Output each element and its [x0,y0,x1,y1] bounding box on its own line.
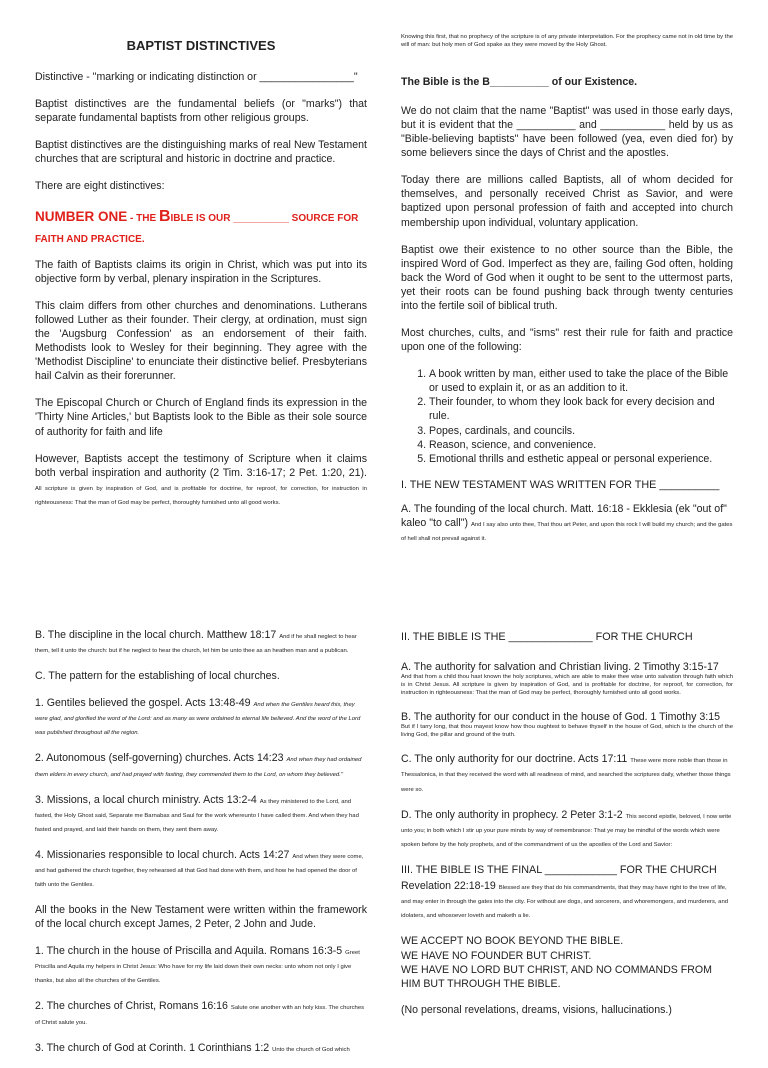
corinth-text: 3. The church of God at Corinth. 1 Corinthians 1:2 [35,1041,273,1054]
doctrine-scripture: These were more noble than those in Thessalonica, in that they received the word with all readiness of mind, and searched the scriptures daily, whether those things were so. [401,758,731,793]
right-column-bottom [401,630,733,1030]
paragraph-pattern: C. The pattern for the establishing of local churches. [35,670,280,683]
paragraph-millions-baptists: Today there are millions called Baptists, all of whom decided for themselves, and personally received Christ as Savior, and were baptized upon personal profession of faith and accepted into church membership upon individual, voluntary application. [401,174,733,229]
prophecy-text: D. The only authority in prophecy. 2 Peter 3:1-2 [401,808,626,821]
paragraph-revelation [401,879,733,921]
declarations-block [401,934,733,990]
existence-heading: The Bible is the B__________ of our Existence. [401,75,638,88]
scripture-intro: Knowing this first, that no prophecy of the scripture is of any private interpretation. For the prophecy came not in old time by the will of man: but holy men of God spake as they were moved by the Holy Ghost. [401,34,733,48]
discipline-scripture: And if he shall neglect to hear them, tell it unto the church: but if he neglect to hear the church, let him be unto thee as an heathen man and a publican. [35,634,357,655]
list-item: 2. Their founder, to whom they look back for every decision and rule. [429,395,733,423]
prophecy-scripture: This second epistle, beloved, I now write unto you; in both which I stir up your pure minds by way of remembrance: That ye may be mindful of the words which were spoken before by the holy prophets, and of the commandment of us the apostles of the Lord and Savior: [401,813,732,848]
gentiles-text: 1. Gentiles believed the gospel. Acts 13:48-49 [35,697,254,710]
churches-scripture: Salute one another with an holy kiss. The churches of Christ salute you. [35,1005,365,1026]
paragraph-testimony [35,452,367,508]
number-one-heading [35,206,367,247]
heading-the: - THE [127,213,159,225]
left-column-bottom [35,628,367,1068]
list-item: 4. Reason, science, and convenience. [429,438,733,452]
paragraph-corinth [35,1041,367,1055]
authority-salvation-scripture: And that from a child thou hast known the holy scriptures, which are able to make thee wise unto salvation through faith which is in Christ Jesus. All scripture is given by inspiration of God, and is profitable for doctrine, for reproof, for correction, for instruction in righteousness: That the man of God may be perfect, thoroughly furnished unto all good works. [401,674,733,697]
priscilla-text: 1. The church in the house of Priscilla and Aquila. Romans 16:3-5 [35,945,346,958]
authority-conduct-scripture: But if I tarry long, that thou mayest know how thou oughtest to behave thyself in the house of God, which is the church of the living God, the pillar and ground of the truth. [401,724,733,739]
testimony-text: However, Baptists accept the testimony of Scripture when it claims both verbal inspiration and authority (2 Tim. 3:16-17; 2 Pet. 1:20, 21). [35,452,367,479]
paragraph-eight-distinctives: There are eight distinctives: [35,180,165,193]
number-one-label: NUMBER ONE [35,209,128,225]
paragraph-all-books: All the books in the New Testament were written within the framework of the local church except James, 2 Peter, 2 John and Jude. [35,904,367,931]
declaration-no-lord: WE HAVE NO LORD BUT CHRIST, AND NO COMMANDS FROM HIM BUT THROUGH THE BIBLE. [401,963,712,990]
declaration-no-book: WE ACCEPT NO BOOK BEYOND THE BIBLE. [401,935,624,948]
authority-salvation-title: A. The authority for salvation and Christian living. 2 Timothy 3:15-17 [401,661,719,674]
left-column-top [35,36,367,521]
paragraph-claim-differs: This claim differs from other churches and denominations. Lutherans followed Luther as their founder. Their clergy, at ordination, must sign the 'Augsburg Confession' as an endorsement of their faith. Methodists look to Wesley for their beginning. They agree with the 'Methodist Discipline' to enunciate their distinctive belief. Presbyterians hail Calvin as their forerunner. [35,299,367,383]
list-item: 1. A book written by man, either used to take the place of the Bible or used to explain it, or as an addition to it. [429,367,733,395]
autonomous-scripture: And when they had ordained them elders in every church, and had prayed with fasting, they commended them to the Lord, on whom they believed." [35,757,362,778]
heading-rest: IBLE IS OUR __________ SOURCE FOR FAITH AND PRACTICE. [35,213,359,245]
missions-text: 3. Missions, a local church ministry. Acts 13:2-4 [35,793,260,806]
revelation-text: Revelation 22:18-19 [401,880,499,893]
autonomous-text: 2. Autonomous (self-governing) churches. Acts 14:23 [35,752,287,765]
churches-text: 2. The churches of Christ, Romans 16:16 [35,1000,231,1013]
missionaries-scripture: And when they were come, and had gathered the church together, they rehearsed all that God had done with them, and how he had opened the door of faith unto the Gentiles. [35,853,364,889]
paragraph-missionaries [35,848,367,890]
section-two-heading: II. THE BIBLE IS THE ______________ FOR THE CHURCH [401,631,693,643]
paragraph-autonomous [35,751,367,779]
paragraph-doctrine [401,752,733,794]
testimony-scripture: All scripture is given by inspiration of God, and is profitable for doctrine, for reproof, for correction, for instruction in righteousness: That the man of God may be perfect, thoroughly furnished unto all good works. [35,485,367,506]
authority-conduct-title: B. The authority for our conduct in the house of God. 1 Timothy 3:15 [401,711,720,724]
declaration-no-founder: WE HAVE NO FOUNDER BUT CHRIST. [401,949,592,962]
paragraph-distinguishing-marks: Baptist distinctives are the distinguishing marks of real New Testament churches that are scriptural and historic in doctrine and practice. [35,139,367,166]
section-three-heading: III. THE BIBLE IS THE FINAL ____________ FOR THE CHURCH [401,863,717,876]
paragraph-no-revelations: (No personal revelations, dreams, visions, hallucinations.) [401,1003,672,1016]
paragraph-owe-existence: Baptist owe their existence to no other source than the Bible, the inspired Word of God. Imperfect as they are, failing God often, holding back the Word of God when it ought to be sent to the uttermost parts, yet their roots can be found pushing back through twenty centuries into the fertile soil of biblical truth. [401,243,733,312]
paragraph-rule-for-faith: Most churches, cults, and "isms" rest their rule for faith and practice upon one of the following: [401,327,733,354]
revelation-scripture: Blessed are they that do his commandments, that they may have right to the tree of life, and may enter in through the gates into the city. For without are dogs, and sorcerers, and whoremongers, and murderers, and idolaters, and whosoever loveth and maketh a lie. [401,885,728,920]
section-one-heading: I. THE NEW TESTAMENT WAS WRITTEN FOR THE __________ [401,478,720,491]
rule-sources-list [401,367,733,466]
heading-initial-b: B [158,208,171,226]
paragraph-distinctive-definition: Distinctive - "marking or indicating distinction or ________________" [35,71,358,83]
founding-scripture: And I say also unto thee, That thou art Peter, and upon this rock I will build my church; and the gates of hell shall not prevail against it. [401,522,733,543]
missions-scripture: As they ministered to the Lord, and fasted, the Holy Ghost said, Separate me Barnabas and Saul for the work whereunto I have called them. And when they had fasted and prayed, and laid their hands on them, they sent them away. [35,798,359,833]
paragraph-gentiles [35,696,367,738]
paragraph-prophecy [401,808,733,850]
missionaries-text: 4. Missionaries responsible to local church. Acts 14:27 [35,848,293,861]
founding-text: A. The founding of the local church. Matt. 16:18 - Ekklesia (ek "out of" kaleo "to call") [401,503,727,530]
paragraph-episcopal: The Episcopal Church or Church of England finds its expression in the 'Thirty Nine Articles,' but Baptists look to the Bible as their sole source of authority for faith and life [35,397,367,438]
paragraph-founding [401,502,733,544]
gentiles-scripture: And when the Gentiles heard this, they were glad, and glorified the word of the Lord: and as many as were ordained to eternal life believed. And the word of the Lord was published throughout all the region. [35,702,361,737]
list-item: 5. Emotional thrills and esthetic appeal or personal experience. [429,452,733,466]
corinth-scripture: Unto the church of God which [272,1046,350,1053]
paragraph-name-baptist: We do not claim that the name "Baptist" was used in those early days, but it is evident that the __________ and ___________ held by us as "Bible-believing baptists" have been followed (yea, even died for) by some believers since the days of Christ and the apostles. [401,105,733,160]
priscilla-scripture: Greet Priscilla and Aquila my helpers in Christ Jesus: Who have for my life laid down their own necks: unto whom not only I give thanks, but also all the churches of the Gentiles. [35,950,360,985]
paragraph-churches-of-christ [35,999,367,1027]
paragraph-faith-origin: The faith of Baptists claims its origin in Christ, which was put into its objective form by verbal, plenary inspiration in the Scriptures. [35,258,367,285]
paragraph-missions [35,793,367,835]
document-title: BAPTIST DISTINCTIVES [126,38,276,53]
paragraph-distinctives-beliefs: Baptist distinctives are the fundamental beliefs (or "marks") that separate fundamental baptists from other religious groups. [35,98,367,125]
discipline-text: B. The discipline in the local church. Matthew 18:17 [35,629,280,641]
paragraph-discipline [35,628,367,656]
paragraph-priscilla [35,944,367,986]
right-column-top [401,34,733,557]
doctrine-text: C. The only authority for our doctrine. Acts 17:11 [401,753,631,766]
list-item: 3. Popes, cardinals, and councils. [429,424,733,438]
